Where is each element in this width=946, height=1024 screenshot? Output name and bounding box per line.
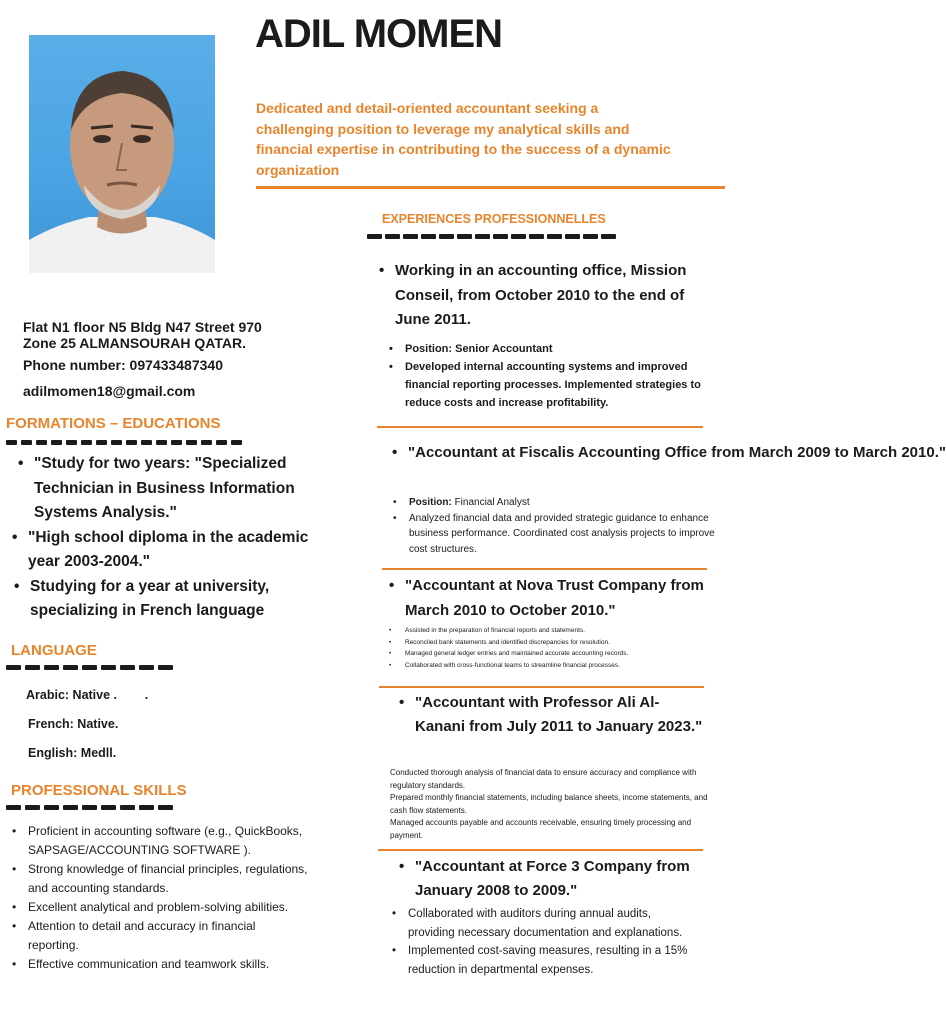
- education-heading: FORMATIONS – EDUCATIONS: [6, 415, 221, 432]
- list-item: • Implemented cost-saving measures, resulting in a 15% reduction in departmental expenses.: [408, 942, 688, 979]
- job-3-title: • "Accountant at Nova Trust Company from March 2010 to October 2010.": [405, 574, 710, 623]
- job-1-details: [405, 340, 725, 412]
- position-label: Position:: [409, 497, 452, 508]
- list-item: • Developed internal accounting systems and improved financial reporting processes. Implemented strategies to reduce costs and increase profitability.: [405, 358, 725, 412]
- list-item: • Strong knowledge of financial principles, regulations, and accounting standards.: [28, 860, 308, 898]
- list-item: • Effective communication and teamwork skills.: [28, 955, 308, 974]
- list-item: • "Study for two years: "Specialized Technician in Business Information Systems Analysis.": [34, 452, 324, 526]
- job-4-paragraph: Managed accounts payable and accounts receivable, ensuring timely processing and payment.: [390, 818, 692, 840]
- job-divider: [378, 849, 703, 851]
- list-item: • Collaborated with cross-functional teams to streamline financial processes.: [405, 660, 705, 672]
- summary-divider: [256, 186, 725, 189]
- address-line-1: Flat N1 floor N5 Bldg N47 Street 970: [23, 319, 262, 335]
- contact-block: [23, 319, 313, 399]
- language-french: French: Native.: [28, 717, 119, 731]
- job-2-details: [409, 495, 721, 557]
- education-heading-underline: [6, 440, 242, 445]
- job-3-title-list: [405, 574, 710, 623]
- job-divider: [382, 568, 707, 570]
- phone-number: Phone number: 097433487340: [23, 357, 223, 373]
- language-arabic: Arabic: Native . .: [26, 688, 149, 702]
- education-list: [28, 452, 324, 624]
- job-divider: [377, 426, 703, 428]
- language-heading-underline: [6, 665, 173, 670]
- job-5-details: [408, 905, 688, 979]
- skills-heading-underline: [6, 805, 173, 810]
- list-item: • Collaborated with auditors during annual audits, providing necessary documentation and explanations.: [408, 905, 688, 942]
- candidate-name: ADIL MOMEN: [255, 12, 503, 56]
- language-heading: LANGUAGE: [11, 642, 97, 659]
- person-portrait-icon: [29, 35, 215, 273]
- job-4-title-list: [415, 691, 705, 739]
- list-item: • Position: Senior Accountant: [405, 340, 725, 358]
- list-item: • Attention to detail and accuracy in financial reporting.: [28, 917, 308, 955]
- job-4-details: [390, 767, 720, 842]
- list-item: • Studying for a year at university, specializing in French language: [30, 575, 324, 624]
- experience-heading-underline: [367, 234, 616, 239]
- experience-heading: EXPERIENCES PROFESSIONNELLES: [382, 212, 606, 226]
- skills-list: [28, 822, 308, 974]
- list-item: • Excellent analytical and problem-solving abilities.: [28, 898, 308, 917]
- job-5-title-list: [415, 855, 705, 903]
- job-4-paragraph: Conducted thorough analysis of financial data to ensure accuracy and compliance with regulatory standards.: [390, 768, 697, 790]
- email-address: adilmomen18@gmail.com: [23, 383, 196, 399]
- job-1-title-list: [395, 259, 720, 333]
- job-divider: [379, 686, 704, 688]
- list-item: • Proficient in accounting software (e.g., QuickBooks, SAPSAGE/ACCOUNTING SOFTWARE ).: [28, 822, 308, 860]
- list-item: • Reconciled bank statements and identified discrepancies for resolution.: [405, 637, 705, 649]
- job-2-title: • "Accountant at Fiscalis Accounting Office from March 2009 to March 2010.": [408, 441, 728, 466]
- list-item: [409, 495, 721, 511]
- job-1-title: • Working in an accounting office, Mission Conseil, from October 2010 to the end of June 2011.: [395, 259, 720, 333]
- address-line-2: Zone 25 ALMANSOURAH QATAR.: [23, 335, 246, 351]
- job-3-details: [405, 625, 705, 671]
- profile-photo: [29, 35, 215, 273]
- language-english: English: Medll.: [28, 746, 117, 760]
- job-4-title: • "Accountant with Professor Ali Al-Kanani from July 2011 to January 2023.": [415, 691, 705, 739]
- list-item: • "High school diploma in the academic year 2003-2004.": [28, 526, 324, 575]
- summary-text: Dedicated and detail-oriented accountant seeking a challenging position to leverage my analytical skills and financial expertise in contributing to the success of a dynamic organization: [256, 100, 671, 178]
- list-item: • Analyzed financial data and provided strategic guidance to enhance business performance. Coordinated cost analysis projects to improve cost structures.: [409, 511, 721, 558]
- job-4-paragraph: Prepared monthly financial statements, including balance sheets, income statements, and cash flow statements.: [390, 793, 708, 815]
- job-5-title: • "Accountant at Force 3 Company from January 2008 to 2009.": [415, 855, 705, 903]
- list-item: • Managed general ledger entries and maintained accurate accounting records.: [405, 648, 705, 660]
- position-value: Financial Analyst: [454, 497, 530, 508]
- job-2-title-list: [408, 441, 946, 466]
- skills-heading: PROFESSIONAL SKILLS: [11, 782, 187, 799]
- list-item: • Assisted in the preparation of financial reports and statements.: [405, 625, 705, 637]
